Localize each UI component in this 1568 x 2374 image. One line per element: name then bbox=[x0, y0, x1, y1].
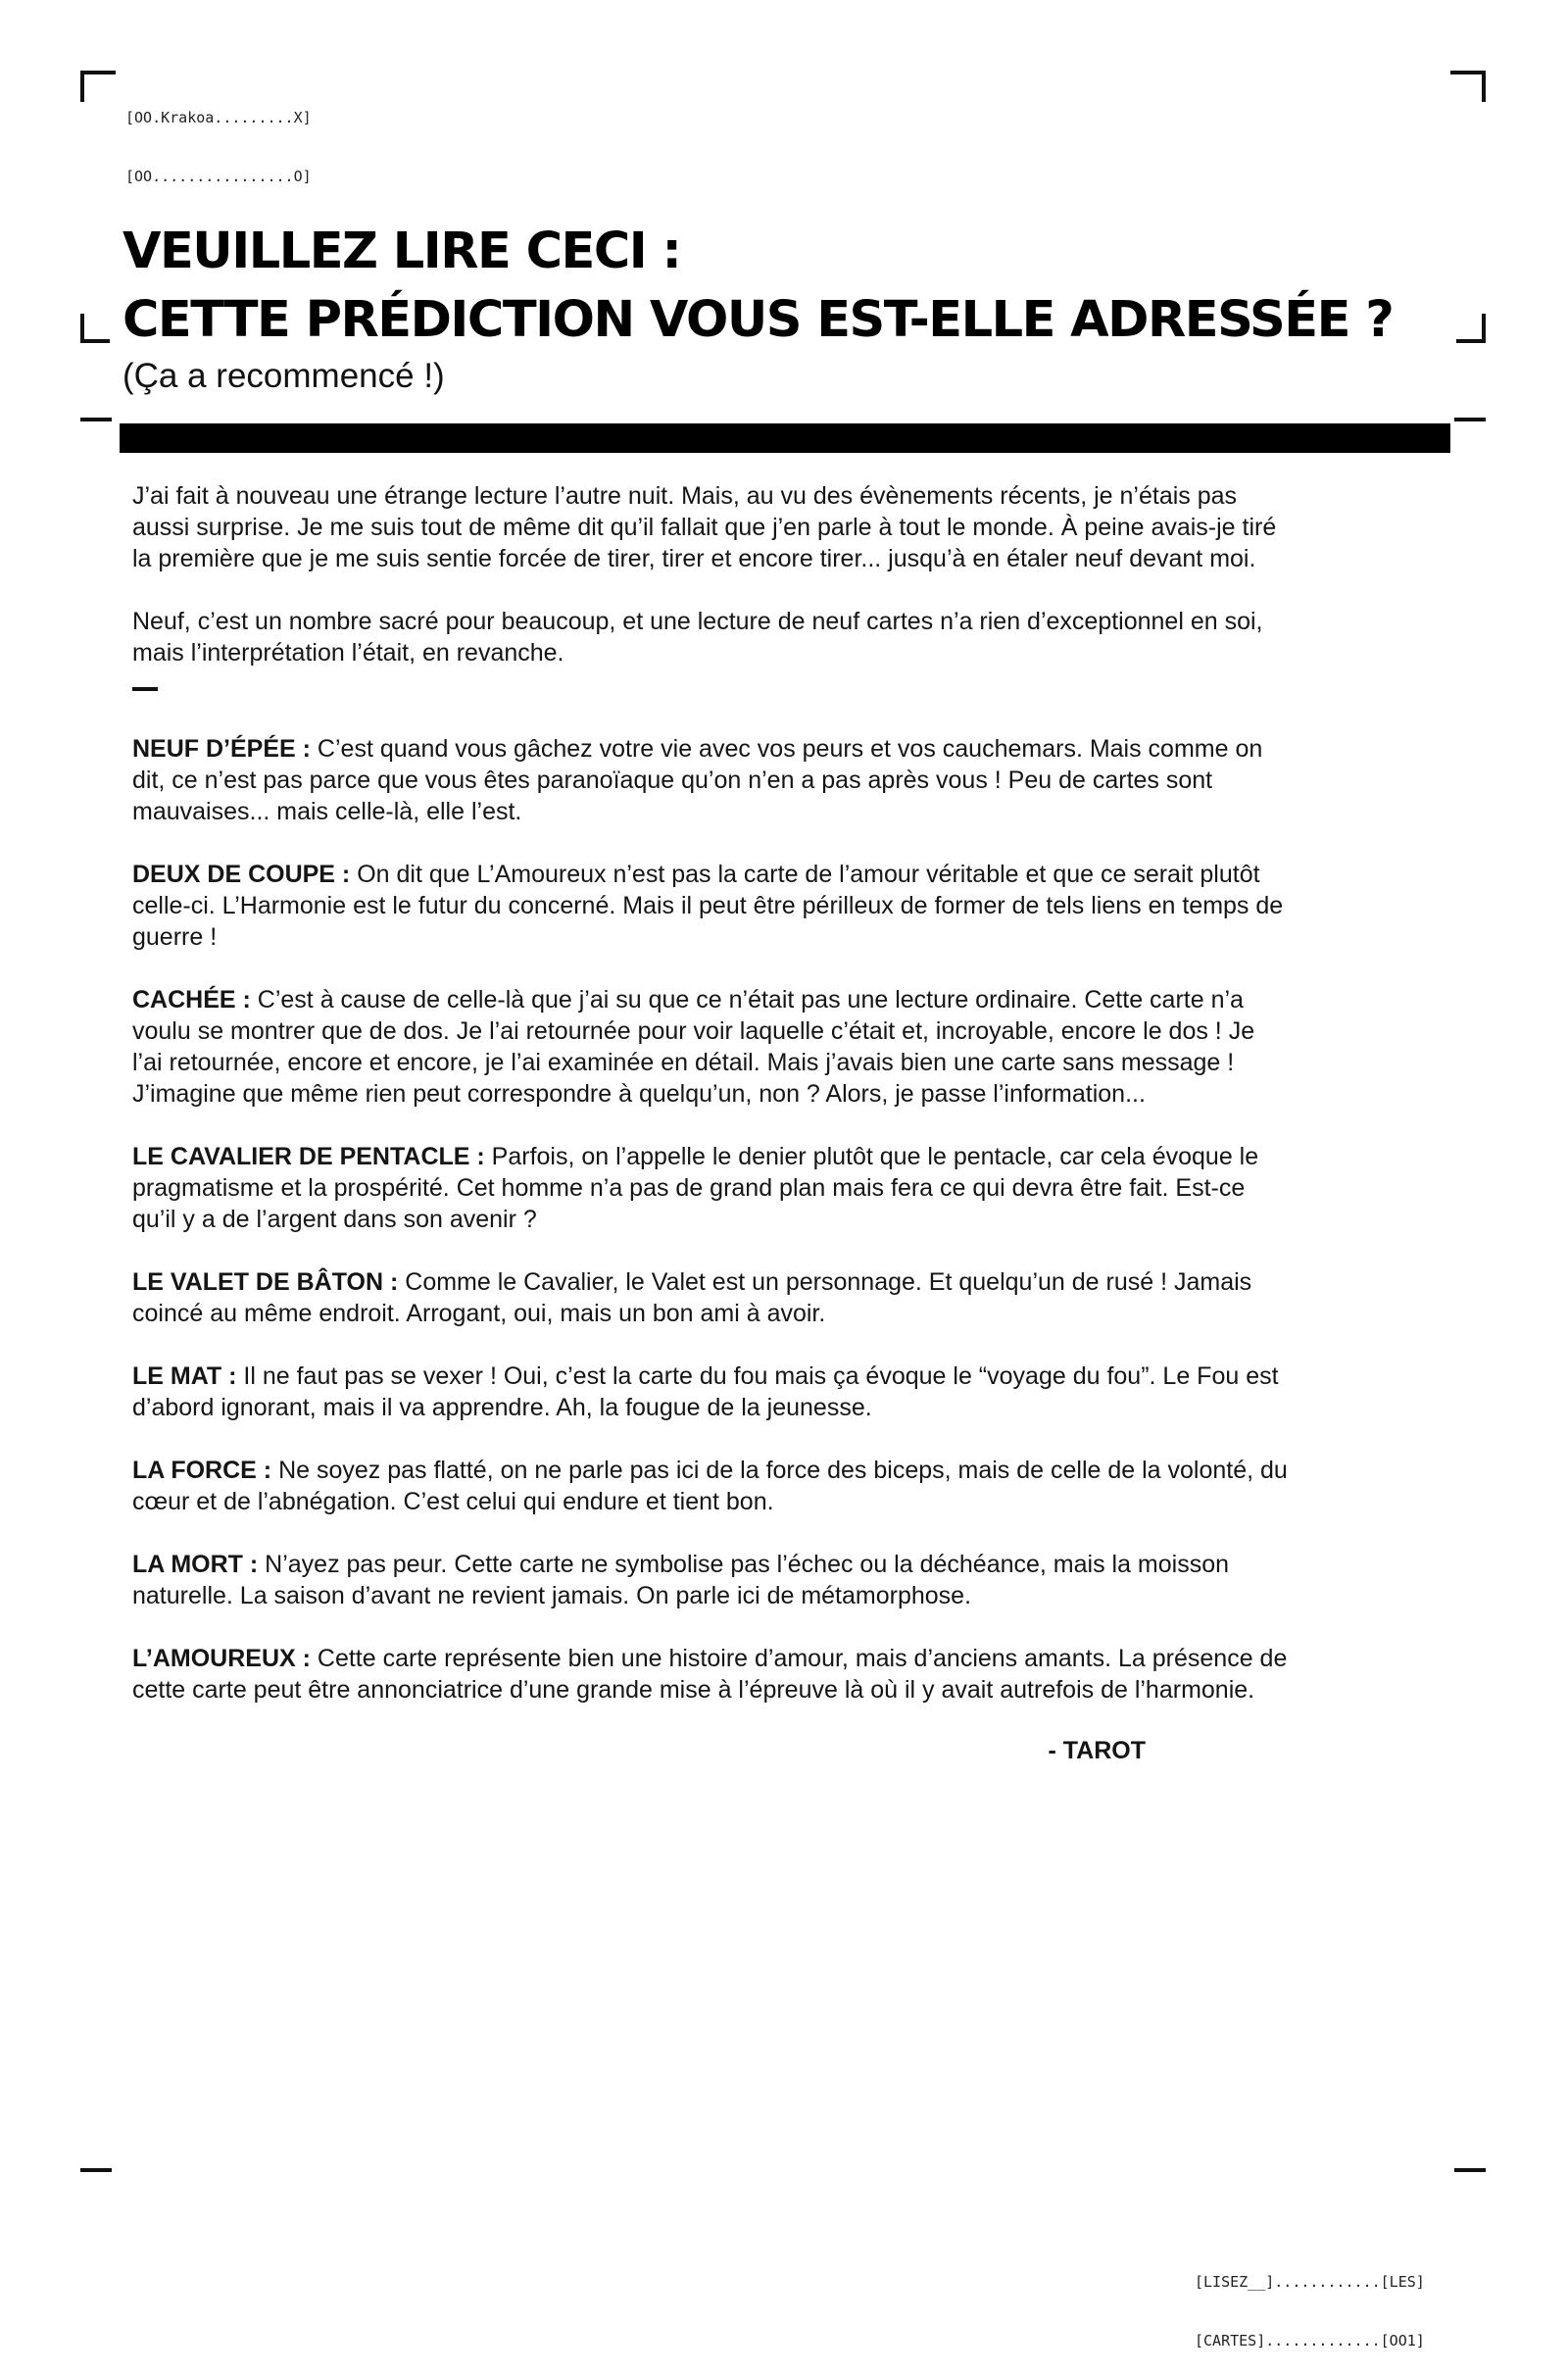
footer-code-line-1: [LISEZ__]............[LES] bbox=[1195, 2273, 1425, 2291]
card-text: Il ne faut pas se vexer ! Oui, c’est la carte du fou mais ça évoque le “voyage du fou”. Le Fou est d’abord ignorant, mais il va apprendre. Ah, la fougue de la jeunesse. bbox=[132, 1362, 1279, 1421]
tick-right-upper bbox=[1454, 418, 1486, 421]
card-text: Comme le Cavalier, le Valet est un personnage. Et quelqu’un de rusé ! Jamais coincé au même endroit. Arrogant, oui, mais un bon ami à avoir. bbox=[132, 1268, 1252, 1327]
tick-left-lower bbox=[80, 2168, 112, 2172]
title-divider-bar bbox=[120, 423, 1450, 453]
bracket-right-h bbox=[1456, 339, 1486, 343]
card-name: LA MORT : bbox=[132, 1551, 259, 1578]
card-text: C’est quand vous gâchez votre vie avec vos peurs et vos cauchemars. Mais comme on dit, ce n’est pas parce que vous êtes paranoïaque qu’on n’en a pas après vous ! Peu de cartes sont mauvaises... mais celle-là, elle l’est. bbox=[132, 735, 1263, 825]
tick-right-lower bbox=[1454, 2168, 1486, 2172]
corner-top-left-h bbox=[80, 71, 116, 74]
card-name: CACHÉE : bbox=[132, 986, 251, 1014]
card-name: LE CAVALIER DE PENTACLE : bbox=[132, 1143, 485, 1170]
card-entry-la-force bbox=[132, 1455, 1289, 1517]
card-entry-valet-de-baton bbox=[132, 1266, 1289, 1329]
card-text: Cette carte représente bien une histoire d’amour, mais d’anciens amants. La présence de cette carte peut être annonciatrice d’une grande mise à l’épreuve là où il y avait autrefois de l’harmonie. bbox=[132, 1645, 1288, 1704]
title-line-2: CETTE PRÉDICTION VOUS EST-ELLE ADRESSÉE ? bbox=[122, 291, 1394, 349]
article-body bbox=[132, 480, 1289, 1766]
header-code-line-1: [OO.Krakoa.........X] bbox=[125, 109, 312, 126]
footer-code-line-2: [CARTES].............[OO1] bbox=[1195, 2332, 1425, 2349]
card-text: Ne soyez pas flatté, on ne parle pas ici de la force des biceps, mais de celle de la volonté, du cœur et de l’abnégation. C’est celui qui endure et tient bon. bbox=[132, 1457, 1288, 1515]
card-text: C’est à cause de celle-là que j’ai su que ce n’était pas une lecture ordinaire. Cette carte n’a voulu se montrer que de dos. Je l’ai retournée pour voir laquelle c’était et, incroyable, encore le dos ! Je l’ai retournée, encore et encore, je l’ai examinée en détail. Mais j’avais bien une carte sans message ! J’imagine que même rien peut correspondre à quelqu’un, non ? Alors, je passe l’information... bbox=[132, 986, 1255, 1108]
card-text: On dit que L’Amoureux n’est pas la carte de l’amour véritable et que ce serait plutôt celle-ci. L’Harmonie est le futur du concerné. Mais il peut être périlleux de former de tels liens en temps de guerre ! bbox=[132, 861, 1284, 951]
corner-top-right-v bbox=[1482, 71, 1486, 102]
card-name: DEUX DE COUPE : bbox=[132, 861, 351, 888]
card-name: L’AMOUREUX : bbox=[132, 1645, 311, 1672]
corner-top-left-v bbox=[80, 71, 84, 102]
intro-paragraph-2: Neuf, c’est un nombre sacré pour beaucoup, et une lecture de neuf cartes n’a rien d’exceptionnel en soi, mais l’interprétation l’était, en revanche. bbox=[132, 608, 1263, 667]
footer-code bbox=[1195, 2233, 1425, 2370]
card-name: NEUF D’ÉPÉE : bbox=[132, 735, 311, 763]
intro-paragraph-1: J’ai fait à nouveau une étrange lecture l’autre nuit. Mais, au vu des évènements récents, je n’étais pas aussi surprise. Je me suis tout de même dit qu’il fallait que j’en parle à tout le monde. À peine avais-je tiré la première que je me suis sentie forcée de tirer, tirer et encore tirer... jusqu’à en étaler neuf devant moi. bbox=[132, 482, 1277, 572]
card-entry-deux-de-coupe bbox=[132, 859, 1289, 953]
header-code-line-2: [OO................O] bbox=[125, 168, 312, 185]
card-entry-la-mort bbox=[132, 1549, 1289, 1611]
card-entry-l-amoureux bbox=[132, 1643, 1289, 1706]
bracket-left-h bbox=[80, 339, 110, 343]
card-entry-cachee bbox=[132, 984, 1289, 1110]
card-name: LA FORCE : bbox=[132, 1457, 272, 1484]
card-entry-le-mat bbox=[132, 1360, 1289, 1423]
card-name: LE VALET DE BÂTON : bbox=[132, 1268, 399, 1296]
card-entry-neuf-d-epee bbox=[132, 733, 1289, 827]
section-dash bbox=[132, 687, 158, 691]
title-line-1: VEUILLEZ LIRE CECI : bbox=[122, 223, 681, 280]
header-code bbox=[125, 69, 312, 206]
corner-top-right-h bbox=[1450, 71, 1486, 74]
page-title bbox=[122, 218, 1393, 355]
card-entry-cavalier-de-pentacle bbox=[132, 1141, 1289, 1235]
card-name: LE MAT : bbox=[132, 1362, 237, 1390]
tick-left-upper bbox=[80, 418, 112, 421]
signature: - TAROT bbox=[1048, 1737, 1146, 1764]
card-text: Parfois, on l’appelle le denier plutôt que le pentacle, car cela évoque le pragmatisme et la prospérité. Cet homme n’a pas de grand plan mais fera ce qui devra être fait. Est-ce qu’il y a de l’argent dans son avenir ? bbox=[132, 1143, 1259, 1233]
subtitle: (Ça a recommencé !) bbox=[122, 357, 445, 395]
card-text: N’ayez pas peur. Cette carte ne symbolise pas l’échec ou la déchéance, mais la moisson naturelle. La saison d’avant ne revient jamais. On parle ici de métamorphose. bbox=[132, 1551, 1230, 1609]
